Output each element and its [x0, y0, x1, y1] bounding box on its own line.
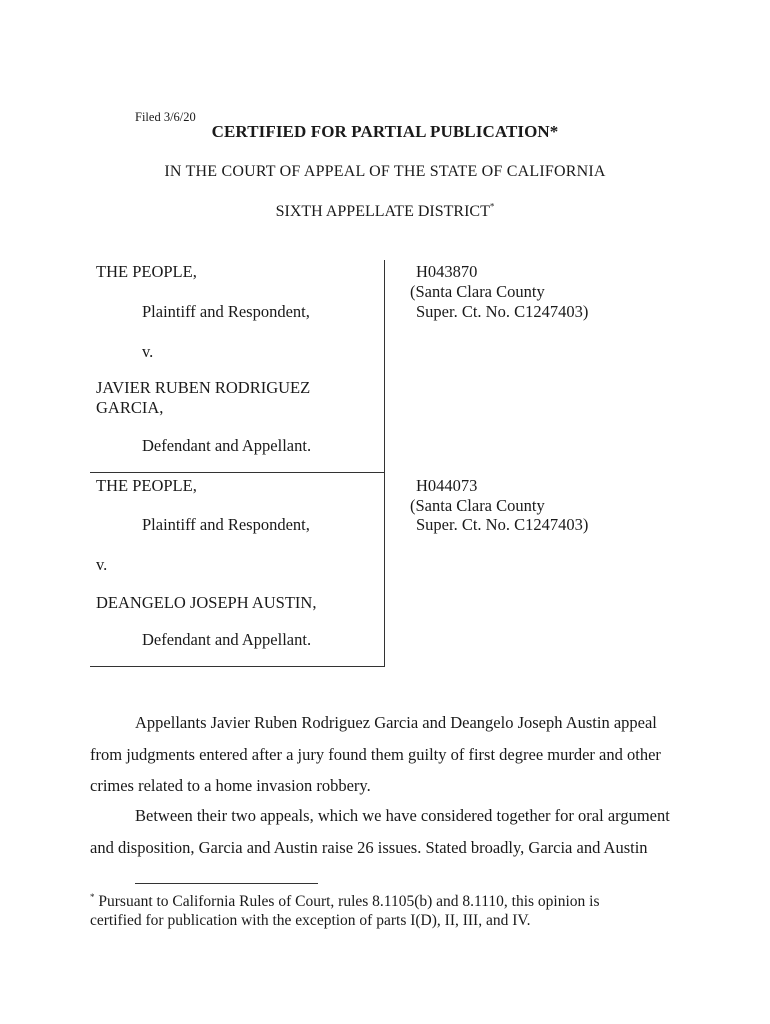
footnote-text-1: Pursuant to California Rules of Court, rules 8.1105(b) and 8.1110, this opinion is — [94, 893, 600, 910]
case2-defendant-role: Defendant and Appellant. — [142, 630, 312, 649]
publication-heading: CERTIFIED FOR PARTIAL PUBLICATION* — [211, 122, 559, 141]
body-line: Between their two appeals, which we have considered together for oral argument — [135, 806, 670, 825]
case2-number: H044073 — [416, 476, 478, 495]
case1-defendant-role: Defendant and Appellant. — [142, 436, 312, 455]
filed-date: Filed 3/6/20 — [135, 110, 196, 124]
case1-versus: v. — [142, 342, 154, 361]
case1-defendant-name-line2: GARCIA, — [96, 398, 164, 417]
case1-plaintiff-role: Plaintiff and Respondent, — [142, 302, 310, 321]
district-footnote-mark: * — [489, 201, 495, 212]
case2-county: (Santa Clara County — [410, 496, 545, 515]
caption-divider-rule — [90, 472, 385, 473]
case1-county: (Santa Clara County — [410, 282, 545, 301]
body-line: from judgments entered after a jury found them guilty of first degree murder and other — [90, 745, 661, 764]
footnote-separator — [135, 883, 318, 884]
case1-superior-court-number: Super. Ct. No. C1247403) — [416, 302, 589, 321]
district-name — [0, 203, 770, 221]
case2-superior-court-number: Super. Ct. No. C1247403) — [416, 515, 589, 534]
caption-vertical-rule — [384, 260, 385, 666]
caption-bottom-rule — [90, 666, 385, 667]
court-name: IN THE COURT OF APPEAL OF THE STATE OF CALIFORNIA — [164, 163, 606, 180]
body-line: and disposition, Garcia and Austin raise 26 issues. Stated broadly, Garcia and Austin — [90, 838, 648, 857]
body-line: Appellants Javier Ruben Rodriguez Garcia and Deangelo Joseph Austin appeal — [135, 713, 657, 732]
footnote-line1 — [90, 893, 600, 911]
case2-defendant-name: DEANGELO JOSEPH AUSTIN, — [96, 593, 317, 612]
case1-people: THE PEOPLE, — [96, 262, 197, 281]
district-text: SIXTH APPELLATE DISTRICT — [275, 203, 490, 220]
footnote-mark: * — [90, 891, 95, 902]
case2-people: THE PEOPLE, — [96, 476, 197, 495]
footnote-line2: certified for publication with the exception of parts I(D), II, III, and IV. — [90, 912, 531, 929]
case2-plaintiff-role: Plaintiff and Respondent, — [142, 515, 310, 534]
body-line: crimes related to a home invasion robbery. — [90, 776, 371, 795]
case1-defendant-name-line1: JAVIER RUBEN RODRIGUEZ — [96, 378, 311, 397]
case1-number: H043870 — [416, 262, 478, 281]
case2-versus: v. — [96, 555, 108, 574]
